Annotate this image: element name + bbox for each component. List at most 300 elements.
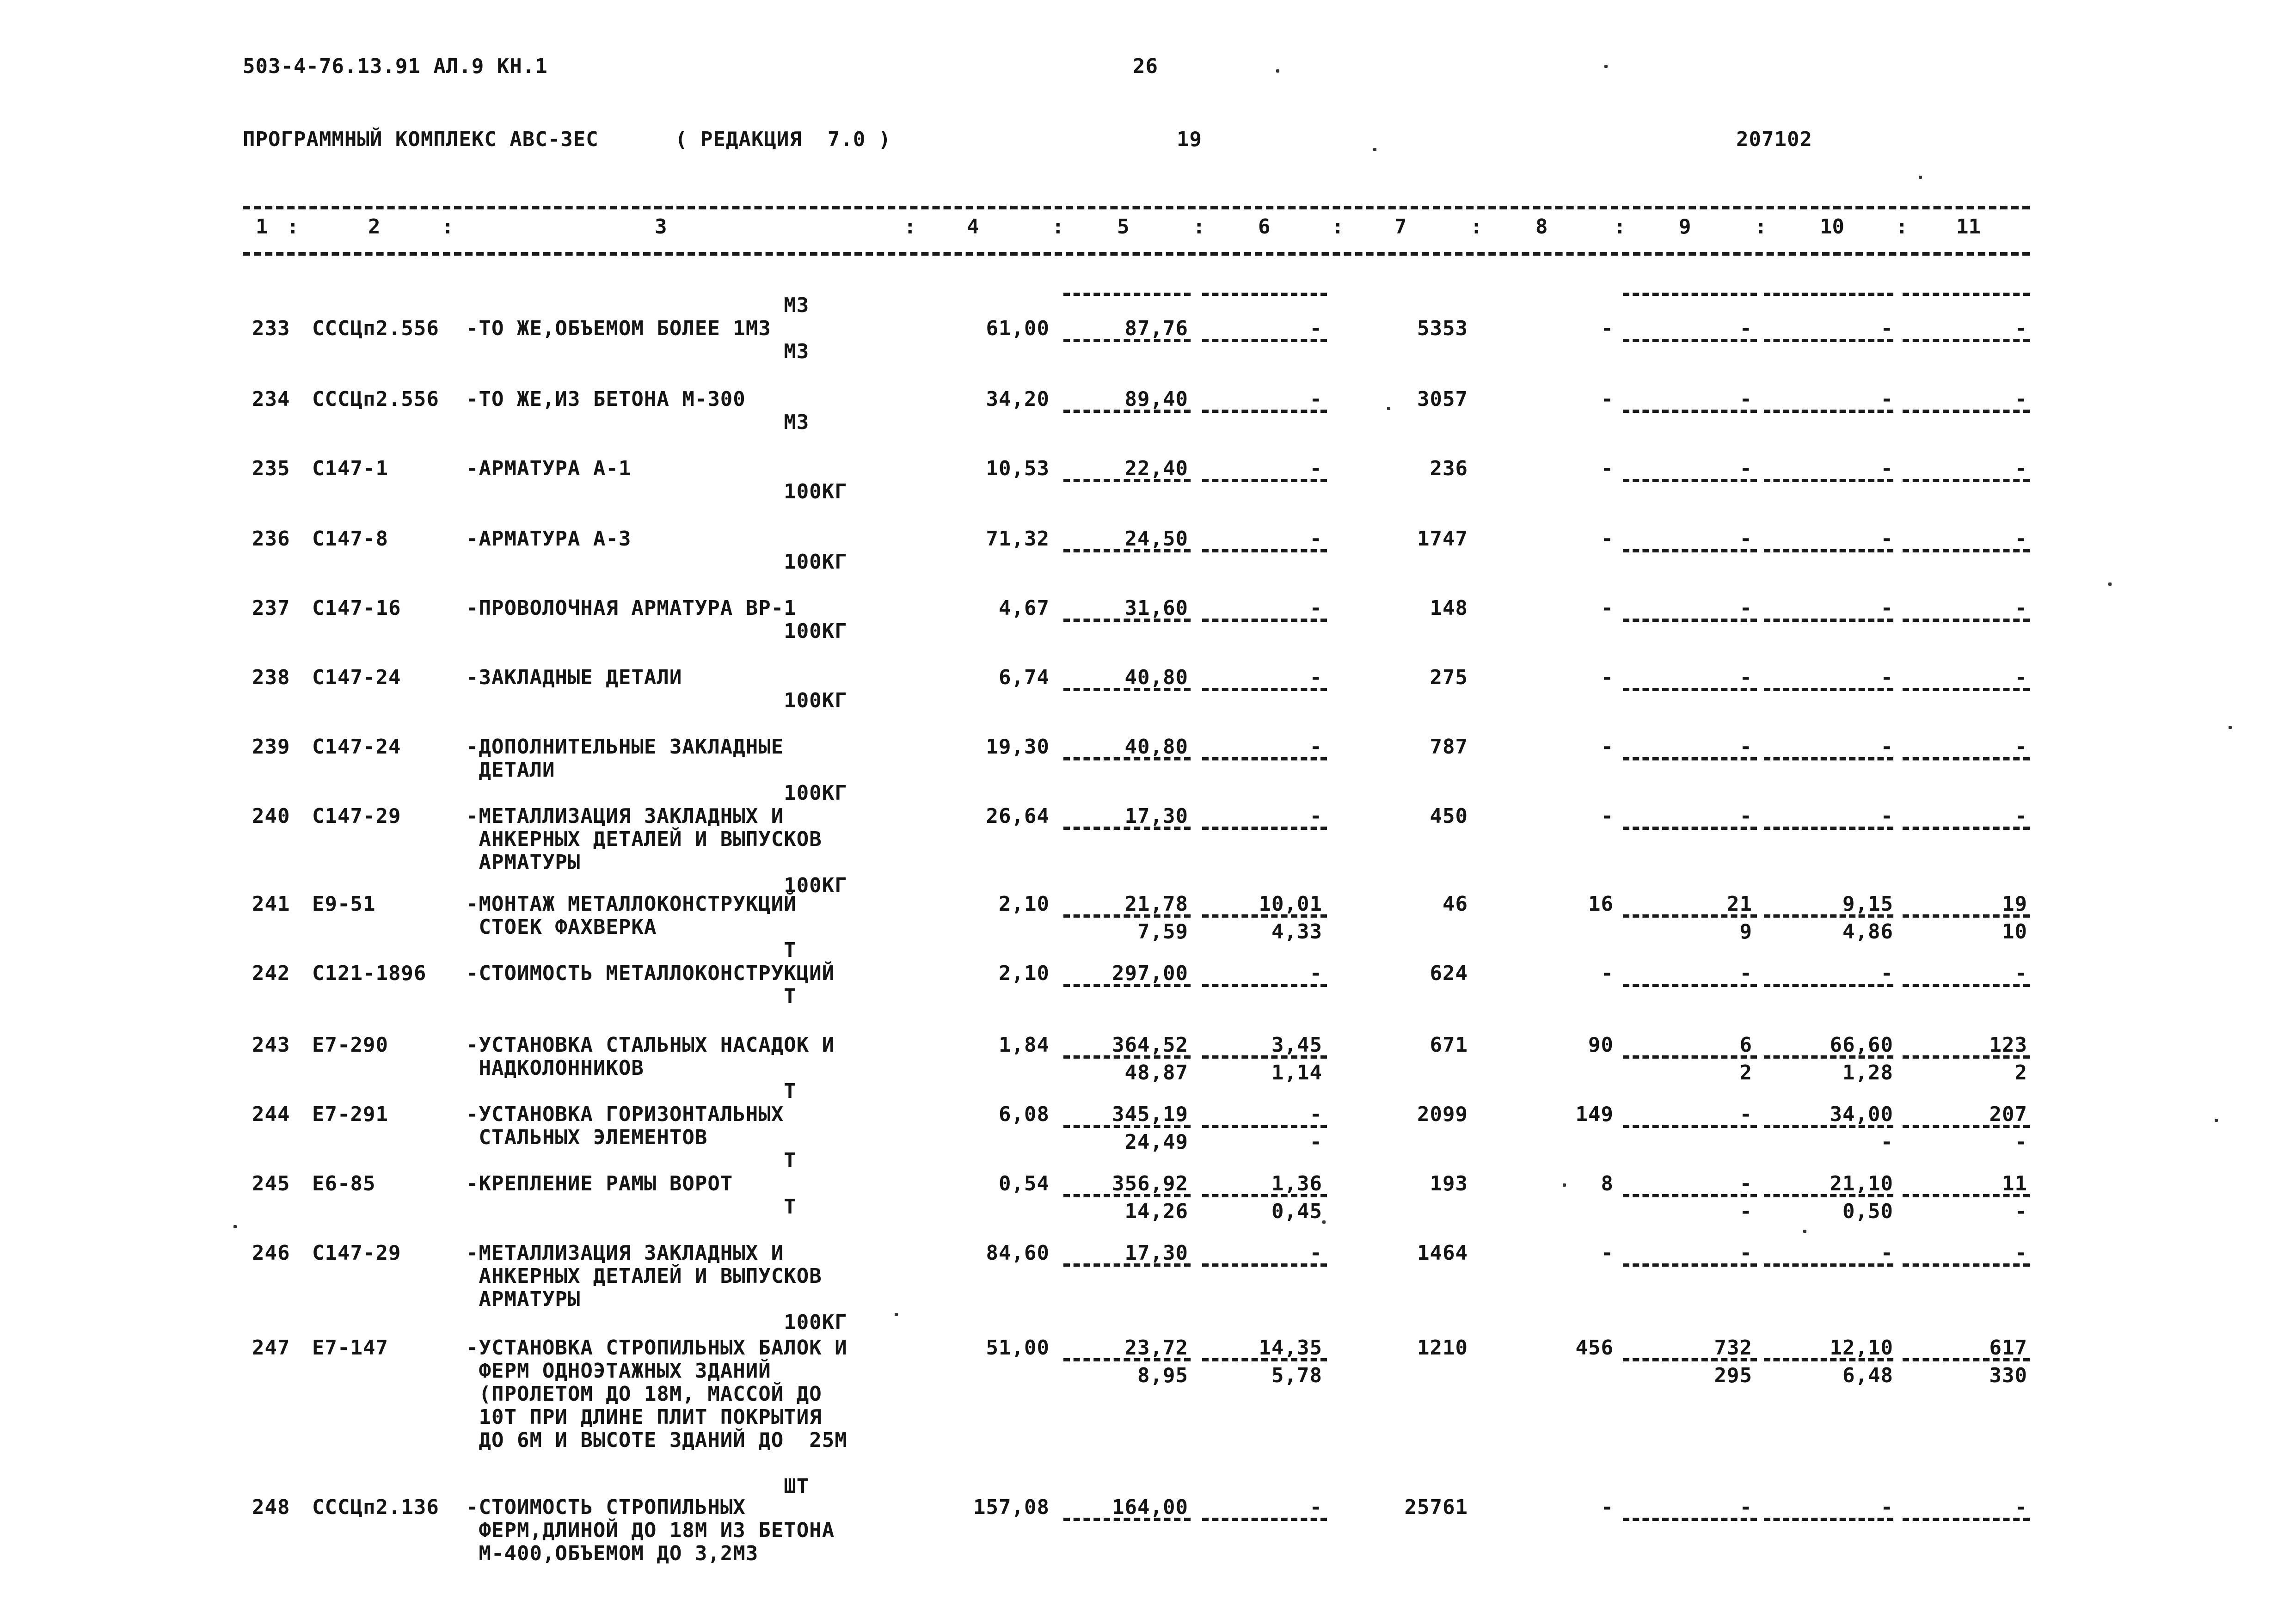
cell-col-ode: Е7-290 bbox=[312, 1033, 388, 1057]
cell-secondary-col-5: 24,49 bbox=[1124, 1130, 1188, 1154]
cell-col-11: - bbox=[2014, 317, 2027, 340]
cell-underline bbox=[1903, 1358, 2030, 1361]
cell-description: АРМАТУРЫ bbox=[466, 1287, 581, 1311]
cell-secondary-col-10: 4,86 bbox=[1842, 920, 1893, 944]
cell-col-8: 16 bbox=[1588, 892, 1614, 916]
cell-col-ode: Е6-85 bbox=[312, 1172, 376, 1195]
cell-col-5: 297,00 bbox=[1112, 962, 1188, 985]
cell-underline bbox=[1623, 688, 1757, 691]
cell-col-4: 6,74 bbox=[999, 666, 1050, 689]
cell-underline bbox=[1903, 1263, 2030, 1267]
cell-underline bbox=[1903, 1125, 2030, 1128]
cell-secondary-col-9: - bbox=[1739, 1200, 1752, 1223]
cell-col-5: 364,52 bbox=[1112, 1033, 1188, 1057]
table-top-rule bbox=[243, 206, 2030, 209]
cell-col-ode: С147-16 bbox=[312, 596, 401, 620]
cell-underline bbox=[1623, 1055, 1757, 1059]
cell-underline bbox=[1623, 1194, 1757, 1197]
cell-col-8: 90 bbox=[1588, 1033, 1614, 1057]
cell-underline bbox=[1903, 410, 2030, 413]
cell-col-no: 246 bbox=[252, 1241, 290, 1265]
cell-col-ode: С147-24 bbox=[312, 666, 401, 689]
cell-col-7: 236 bbox=[1430, 457, 1468, 480]
column-separator: : bbox=[904, 215, 916, 239]
cell-col-8: - bbox=[1601, 387, 1614, 411]
cell-description: СТАЛЬНЫХ ЭЛЕМЕНТОВ bbox=[466, 1126, 708, 1149]
cell-col-9: - bbox=[1739, 804, 1752, 828]
cell-description: 100КГ bbox=[466, 781, 847, 805]
cell-col-11: - bbox=[2014, 804, 2027, 828]
cell-underline bbox=[1063, 1263, 1191, 1267]
cell-col-no: 242 bbox=[252, 962, 290, 985]
cell-description: -ДОПОЛНИТЕЛЬНЫЕ ЗАКЛАДНЫЕ bbox=[466, 735, 784, 759]
cell-description: -МЕТАЛЛИЗАЦИЯ ЗАКЛАДНЫХ И bbox=[466, 804, 784, 828]
cell-underline bbox=[1623, 619, 1757, 622]
cell-col-ode: Е7-147 bbox=[312, 1336, 388, 1360]
cell-description: -УСТАНОВКА СТАЛЬНЫХ НАСАДОК И bbox=[466, 1033, 835, 1057]
cell-col-no: 238 bbox=[252, 666, 290, 689]
cell-col-9: - bbox=[1739, 387, 1752, 411]
cell-col-9: - bbox=[1739, 317, 1752, 340]
column-separator: : bbox=[1470, 215, 1483, 239]
cell-underline bbox=[1063, 293, 1191, 296]
cell-description: 100КГ bbox=[466, 874, 847, 897]
cell-col-ode: С147-8 bbox=[312, 527, 388, 551]
cell-col-no: 248 bbox=[252, 1495, 290, 1519]
column-header: 9 bbox=[1679, 215, 1691, 239]
column-separator: : bbox=[1332, 215, 1344, 239]
cell-description: -ПРОВОЛОЧНАЯ АРМАТУРА ВР-1 bbox=[466, 596, 797, 620]
cell-col-6: - bbox=[1309, 527, 1322, 551]
cell-description: ФЕРМ,ДЛИНОЙ ДО 18М ИЗ БЕТОНА bbox=[466, 1519, 835, 1542]
cell-col-4: 71,32 bbox=[986, 527, 1050, 551]
cell-underline bbox=[1063, 410, 1191, 413]
cell-col-7: 25761 bbox=[1404, 1495, 1468, 1519]
cell-col-ode: Е9-51 bbox=[312, 892, 376, 916]
cell-col-9: - bbox=[1739, 1172, 1752, 1195]
cell-description: АНКЕРНЫХ ДЕТАЛЕЙ И ВЫПУСКОВ bbox=[466, 1264, 822, 1288]
cell-description: -СТОИМОСТЬ МЕТАЛЛОКОНСТРУКЦИЙ bbox=[466, 962, 835, 985]
cell-underline bbox=[1764, 827, 1893, 830]
cell-col-9: - bbox=[1739, 1495, 1752, 1519]
cell-underline bbox=[1623, 914, 1757, 918]
cell-secondary-col-6: 4,33 bbox=[1271, 920, 1322, 944]
cell-secondary-col-6: 1,14 bbox=[1271, 1061, 1322, 1085]
cell-col-4: 61,00 bbox=[986, 317, 1050, 340]
cell-description: М-400,ОБЪЕМОМ ДО 3,2М3 bbox=[466, 1542, 759, 1565]
cell-col-8: 456 bbox=[1575, 1336, 1614, 1360]
cell-col-10: - bbox=[1880, 1241, 1893, 1265]
cell-col-11: - bbox=[2014, 596, 2027, 620]
cell-col-4: 6,08 bbox=[999, 1103, 1050, 1126]
cell-col-11: - bbox=[2014, 666, 2027, 689]
cell-col-ode: С121-1896 bbox=[312, 962, 427, 985]
cell-underline bbox=[1903, 688, 2030, 691]
cell-col-6: - bbox=[1309, 735, 1322, 759]
cell-secondary-col-5: 48,87 bbox=[1124, 1061, 1188, 1085]
cell-underline bbox=[1623, 1358, 1757, 1361]
cell-col-9: - bbox=[1739, 527, 1752, 551]
cell-description: 100КГ bbox=[466, 1311, 847, 1334]
cell-col-no: 236 bbox=[252, 527, 290, 551]
cell-secondary-col-11: - bbox=[2014, 1130, 2027, 1154]
cell-underline bbox=[1903, 914, 2030, 918]
column-separator: : bbox=[1755, 215, 1767, 239]
cell-col-ode: С147-29 bbox=[312, 804, 401, 828]
cell-col-11: 11 bbox=[2002, 1172, 2027, 1195]
cell-description: -АРМАТУРА А-3 bbox=[466, 527, 632, 551]
cell-underline bbox=[1764, 1125, 1893, 1128]
document-code: 503-4-76.13.91 АЛ.9 КН.1 bbox=[243, 55, 548, 78]
cell-underline bbox=[1764, 688, 1893, 691]
cell-secondary-col-11: 2 bbox=[2014, 1061, 2027, 1085]
cell-description: 10Т ПРИ ДЛИНЕ ПЛИТ ПОКРЫТИЯ bbox=[466, 1405, 822, 1429]
cell-col-8: - bbox=[1601, 317, 1614, 340]
column-header: 11 bbox=[1956, 215, 1981, 239]
cell-underline bbox=[1063, 688, 1191, 691]
cell-col-6: - bbox=[1309, 317, 1322, 340]
cell-col-6: - bbox=[1309, 457, 1322, 480]
cell-col-7: 193 bbox=[1430, 1172, 1468, 1195]
cell-underline bbox=[1623, 984, 1757, 987]
cell-col-no: 237 bbox=[252, 596, 290, 620]
cell-col-7: 3057 bbox=[1417, 387, 1468, 411]
cell-underline bbox=[1623, 1263, 1757, 1267]
cell-col-6: 10,01 bbox=[1259, 892, 1322, 916]
cell-col-8: 149 bbox=[1575, 1103, 1614, 1126]
estimate-code: 207102 bbox=[1736, 128, 1812, 151]
cell-underline bbox=[1903, 293, 2030, 296]
cell-underline bbox=[1903, 984, 2030, 987]
cell-description: -КРЕПЛЕНИЕ РАМЫ ВОРОТ bbox=[466, 1172, 733, 1195]
column-separator: : bbox=[1052, 215, 1064, 239]
cell-col-5: 40,80 bbox=[1124, 735, 1188, 759]
cell-col-11: 207 bbox=[1989, 1103, 2027, 1126]
cell-col-9: - bbox=[1739, 962, 1752, 985]
cell-col-no: 240 bbox=[252, 804, 290, 828]
cell-description: -МОНТАЖ МЕТАЛЛОКОНСТРУКЦИЙ bbox=[466, 892, 797, 916]
cell-col-11: - bbox=[2014, 457, 2027, 480]
cell-description: 100КГ bbox=[466, 480, 847, 503]
cell-col-6: - bbox=[1309, 666, 1322, 689]
cell-description: ДО 6М И ВЫСОТЕ ЗДАНИЙ ДО 25М bbox=[466, 1428, 847, 1452]
cell-underline bbox=[1764, 1194, 1893, 1197]
cell-col-4: 4,67 bbox=[999, 596, 1050, 620]
cell-col-4: 157,08 bbox=[973, 1495, 1050, 1519]
cell-col-no: 239 bbox=[252, 735, 290, 759]
cell-col-6: - bbox=[1309, 387, 1322, 411]
cell-description: Т bbox=[466, 1149, 797, 1172]
cell-col-8: - bbox=[1601, 735, 1614, 759]
cell-secondary-col-9: 9 bbox=[1739, 920, 1752, 944]
cell-underline bbox=[1903, 1194, 2030, 1197]
cell-col-10: - bbox=[1880, 317, 1893, 340]
cell-col-no: 243 bbox=[252, 1033, 290, 1057]
cell-col-5: 356,92 bbox=[1112, 1172, 1188, 1195]
cell-col-ode: СССЦп2.136 bbox=[312, 1495, 439, 1519]
cell-description: -УСТАНОВКА ГОРИЗОНТАЛЬНЫХ bbox=[466, 1103, 784, 1126]
cell-col-7: 2099 bbox=[1417, 1103, 1468, 1126]
cell-underline bbox=[1202, 1055, 1327, 1059]
cell-col-7: 46 bbox=[1443, 892, 1468, 916]
cell-underline bbox=[1202, 984, 1327, 987]
cell-description: М3 bbox=[466, 294, 810, 317]
sheet-number: 19 bbox=[1177, 128, 1202, 151]
cell-col-4: 2,10 bbox=[999, 892, 1050, 916]
cell-col-7: 1464 bbox=[1417, 1241, 1468, 1265]
cell-col-no: 234 bbox=[252, 387, 290, 411]
cell-col-5: 87,76 bbox=[1124, 317, 1188, 340]
cell-secondary-col-5: 8,95 bbox=[1137, 1364, 1188, 1387]
cell-underline bbox=[1623, 293, 1757, 296]
cell-col-8: - bbox=[1601, 962, 1614, 985]
cell-secondary-col-10: 0,50 bbox=[1842, 1200, 1893, 1223]
cell-col-10: - bbox=[1880, 962, 1893, 985]
cell-col-4: 1,84 bbox=[999, 1033, 1050, 1057]
column-header: 2 bbox=[368, 215, 381, 239]
cell-underline bbox=[1063, 619, 1191, 622]
cell-col-7: 787 bbox=[1430, 735, 1468, 759]
cell-col-7: 450 bbox=[1430, 804, 1468, 828]
cell-col-10: 9,15 bbox=[1842, 892, 1893, 916]
column-separator: : bbox=[287, 215, 299, 239]
cell-description: 100КГ bbox=[466, 619, 847, 643]
cell-description: -МЕТАЛЛИЗАЦИЯ ЗАКЛАДНЫХ И bbox=[466, 1241, 784, 1265]
cell-col-4: 2,10 bbox=[999, 962, 1050, 985]
cell-description: НАДКОЛОННИКОВ bbox=[466, 1056, 644, 1080]
cell-col-8: - bbox=[1601, 596, 1614, 620]
cell-col-5: 89,40 bbox=[1124, 387, 1188, 411]
cell-secondary-col-5: 7,59 bbox=[1137, 920, 1188, 944]
cell-col-ode: СССЦп2.556 bbox=[312, 317, 439, 340]
cell-underline bbox=[1903, 339, 2030, 342]
cell-secondary-col-5: 14,26 bbox=[1124, 1200, 1188, 1223]
cell-description: (ПРОЛЕТОМ ДО 18М, МАССОЙ ДО bbox=[466, 1382, 822, 1406]
cell-col-8: - bbox=[1601, 804, 1614, 828]
cell-col-6: - bbox=[1309, 1103, 1322, 1126]
cell-col-5: 345,19 bbox=[1112, 1103, 1188, 1126]
cell-col-7: 275 bbox=[1430, 666, 1468, 689]
cell-underline bbox=[1202, 1194, 1327, 1197]
cell-col-6: 1,36 bbox=[1271, 1172, 1322, 1195]
cell-col-11: - bbox=[2014, 1241, 2027, 1265]
cell-col-no: 247 bbox=[252, 1336, 290, 1360]
cell-underline bbox=[1764, 1518, 1893, 1521]
cell-col-10: - bbox=[1880, 1495, 1893, 1519]
cell-col-4: 0,54 bbox=[999, 1172, 1050, 1195]
cell-col-5: 164,00 bbox=[1112, 1495, 1188, 1519]
cell-underline bbox=[1063, 339, 1191, 342]
column-header: 8 bbox=[1535, 215, 1548, 239]
cell-col-8: 8 bbox=[1601, 1172, 1614, 1195]
cell-secondary-col-9: 295 bbox=[1714, 1364, 1752, 1387]
cell-description: ДЕТАЛИ bbox=[466, 758, 555, 782]
column-header: 3 bbox=[655, 215, 667, 239]
cell-col-4: 10,53 bbox=[986, 457, 1050, 480]
cell-secondary-col-6: 5,78 bbox=[1271, 1364, 1322, 1387]
cell-underline bbox=[1063, 914, 1191, 918]
cell-col-11: 19 bbox=[2002, 892, 2027, 916]
cell-col-11: 617 bbox=[1989, 1336, 2027, 1360]
cell-underline bbox=[1764, 293, 1893, 296]
cell-underline bbox=[1623, 479, 1757, 482]
cell-secondary-col-10: 1,28 bbox=[1842, 1061, 1893, 1085]
cell-description: Т bbox=[466, 985, 797, 1008]
cell-col-10: 21,10 bbox=[1830, 1172, 1893, 1195]
cell-underline bbox=[1623, 549, 1757, 552]
column-header: 10 bbox=[1820, 215, 1844, 239]
cell-description: ШТ bbox=[466, 1475, 810, 1498]
cell-description: Т bbox=[466, 938, 797, 962]
cell-col-9: - bbox=[1739, 1241, 1752, 1265]
cell-underline bbox=[1202, 549, 1327, 552]
cell-col-10: - bbox=[1880, 735, 1893, 759]
cell-description: -ЗАКЛАДНЫЕ ДЕТАЛИ bbox=[466, 666, 682, 689]
cell-secondary-col-6: 0,45 bbox=[1271, 1200, 1322, 1223]
cell-col-4: 84,60 bbox=[986, 1241, 1050, 1265]
cell-col-9: 732 bbox=[1714, 1336, 1752, 1360]
cell-underline bbox=[1202, 619, 1327, 622]
cell-underline bbox=[1063, 984, 1191, 987]
cell-description: -УСТАНОВКА СТРОПИЛЬНЫХ БАЛОК И bbox=[466, 1336, 847, 1360]
cell-description: М3 bbox=[466, 340, 810, 363]
cell-secondary-col-11: 10 bbox=[2002, 920, 2027, 944]
column-header: 1 bbox=[256, 215, 268, 239]
cell-description: -АРМАТУРА А-1 bbox=[466, 457, 632, 480]
cell-col-5: 24,50 bbox=[1124, 527, 1188, 551]
cell-underline bbox=[1623, 1125, 1757, 1128]
cell-underline bbox=[1623, 1518, 1757, 1521]
cell-col-ode: С147-29 bbox=[312, 1241, 401, 1265]
cell-underline bbox=[1202, 1125, 1327, 1128]
cell-underline bbox=[1063, 1055, 1191, 1059]
cell-col-5: 22,40 bbox=[1124, 457, 1188, 480]
cell-underline bbox=[1903, 619, 2030, 622]
cell-underline bbox=[1903, 549, 2030, 552]
cell-description: Т bbox=[466, 1195, 797, 1219]
column-separator: : bbox=[1193, 215, 1205, 239]
cell-underline bbox=[1063, 479, 1191, 482]
cell-underline bbox=[1202, 757, 1327, 760]
cell-col-11: - bbox=[2014, 962, 2027, 985]
cell-col-4: 19,30 bbox=[986, 735, 1050, 759]
cell-col-5: 40,80 bbox=[1124, 666, 1188, 689]
cell-description: АРМАТУРЫ bbox=[466, 851, 581, 874]
cell-underline bbox=[1202, 688, 1327, 691]
column-header: 5 bbox=[1117, 215, 1130, 239]
cell-underline bbox=[1764, 984, 1893, 987]
cell-col-8: - bbox=[1601, 1495, 1614, 1519]
cell-underline bbox=[1903, 1055, 2030, 1059]
cell-secondary-col-6: - bbox=[1309, 1130, 1322, 1154]
cell-secondary-col-10: - bbox=[1880, 1130, 1893, 1154]
cell-col-9: - bbox=[1739, 735, 1752, 759]
cell-col-5: 31,60 bbox=[1124, 596, 1188, 620]
cell-col-ode: Е7-291 bbox=[312, 1103, 388, 1126]
cell-col-ode: СССЦп2.556 bbox=[312, 387, 439, 411]
cell-col-9: - bbox=[1739, 1103, 1752, 1126]
cell-col-10: - bbox=[1880, 387, 1893, 411]
cell-underline bbox=[1764, 914, 1893, 918]
cell-col-11: - bbox=[2014, 735, 2027, 759]
page-number: 26 bbox=[1133, 55, 1158, 78]
cell-col-6: - bbox=[1309, 804, 1322, 828]
cell-col-4: 26,64 bbox=[986, 804, 1050, 828]
cell-col-7: 1210 bbox=[1417, 1336, 1468, 1360]
column-header: 7 bbox=[1394, 215, 1407, 239]
cell-description: 100КГ bbox=[466, 689, 847, 712]
cell-col-6: 3,45 bbox=[1271, 1033, 1322, 1057]
cell-underline bbox=[1764, 1055, 1893, 1059]
cell-underline bbox=[1202, 339, 1327, 342]
cell-secondary-col-9: 2 bbox=[1739, 1061, 1752, 1085]
cell-col-4: 51,00 bbox=[986, 1336, 1050, 1360]
cell-underline bbox=[1202, 1263, 1327, 1267]
cell-col-10: - bbox=[1880, 666, 1893, 689]
cell-underline bbox=[1623, 827, 1757, 830]
cell-description: -ТО ЖЕ,ОБЪЕМОМ БОЛЕЕ 1М3 bbox=[466, 317, 771, 340]
cell-col-9: 21 bbox=[1727, 892, 1752, 916]
cell-col-11: - bbox=[2014, 387, 2027, 411]
column-separator: : bbox=[1896, 215, 1908, 239]
cell-col-7: 624 bbox=[1430, 962, 1468, 985]
cell-col-no: 241 bbox=[252, 892, 290, 916]
cell-underline bbox=[1202, 1518, 1327, 1521]
column-separator: : bbox=[442, 215, 454, 239]
program-name: ПРОГРАММНЫЙ КОМПЛЕКС АВС-ЗЕС bbox=[243, 128, 599, 151]
cell-description: СТОЕК ФАХВЕРКА bbox=[466, 915, 657, 939]
cell-underline bbox=[1764, 1358, 1893, 1361]
cell-description: АНКЕРНЫХ ДЕТАЛЕЙ И ВЫПУСКОВ bbox=[466, 827, 822, 851]
cell-underline bbox=[1764, 479, 1893, 482]
cell-description: 100КГ bbox=[466, 550, 847, 574]
cell-underline bbox=[1903, 757, 2030, 760]
cell-col-7: 148 bbox=[1430, 596, 1468, 620]
cell-col-9: - bbox=[1739, 666, 1752, 689]
cell-secondary-col-11: - bbox=[2014, 1200, 2027, 1223]
cell-description: -СТОИМОСТЬ СТРОПИЛЬНЫХ bbox=[466, 1495, 746, 1519]
cell-col-9: 6 bbox=[1739, 1033, 1752, 1057]
cell-col-5: 17,30 bbox=[1124, 804, 1188, 828]
cell-col-11: - bbox=[2014, 1495, 2027, 1519]
cell-underline bbox=[1764, 339, 1893, 342]
cell-col-11: - bbox=[2014, 527, 2027, 551]
cell-col-5: 21,78 bbox=[1124, 892, 1188, 916]
cell-col-10: 12,10 bbox=[1830, 1336, 1893, 1360]
cell-underline bbox=[1063, 757, 1191, 760]
cell-description: -ТО ЖЕ,ИЗ БЕТОНА М-300 bbox=[466, 387, 746, 411]
cell-col-8: - bbox=[1601, 527, 1614, 551]
cell-col-8: - bbox=[1601, 666, 1614, 689]
cell-col-7: 5353 bbox=[1417, 317, 1468, 340]
cell-col-7: 671 bbox=[1430, 1033, 1468, 1057]
cell-col-10: - bbox=[1880, 804, 1893, 828]
cell-underline bbox=[1903, 479, 2030, 482]
cell-description: М3 bbox=[466, 411, 810, 434]
cell-col-8: - bbox=[1601, 457, 1614, 480]
cell-underline bbox=[1063, 1194, 1191, 1197]
cell-col-10: - bbox=[1880, 596, 1893, 620]
cell-description: Т bbox=[466, 1079, 797, 1103]
cell-underline bbox=[1202, 293, 1327, 296]
cell-underline bbox=[1623, 757, 1757, 760]
cell-col-6: - bbox=[1309, 1495, 1322, 1519]
cell-col-ode: С147-24 bbox=[312, 735, 401, 759]
cell-description: ФЕРМ ОДНОЭТАЖНЫХ ЗДАНИЙ bbox=[466, 1359, 771, 1383]
cell-underline bbox=[1063, 1358, 1191, 1361]
cell-underline bbox=[1063, 827, 1191, 830]
cell-underline bbox=[1764, 757, 1893, 760]
